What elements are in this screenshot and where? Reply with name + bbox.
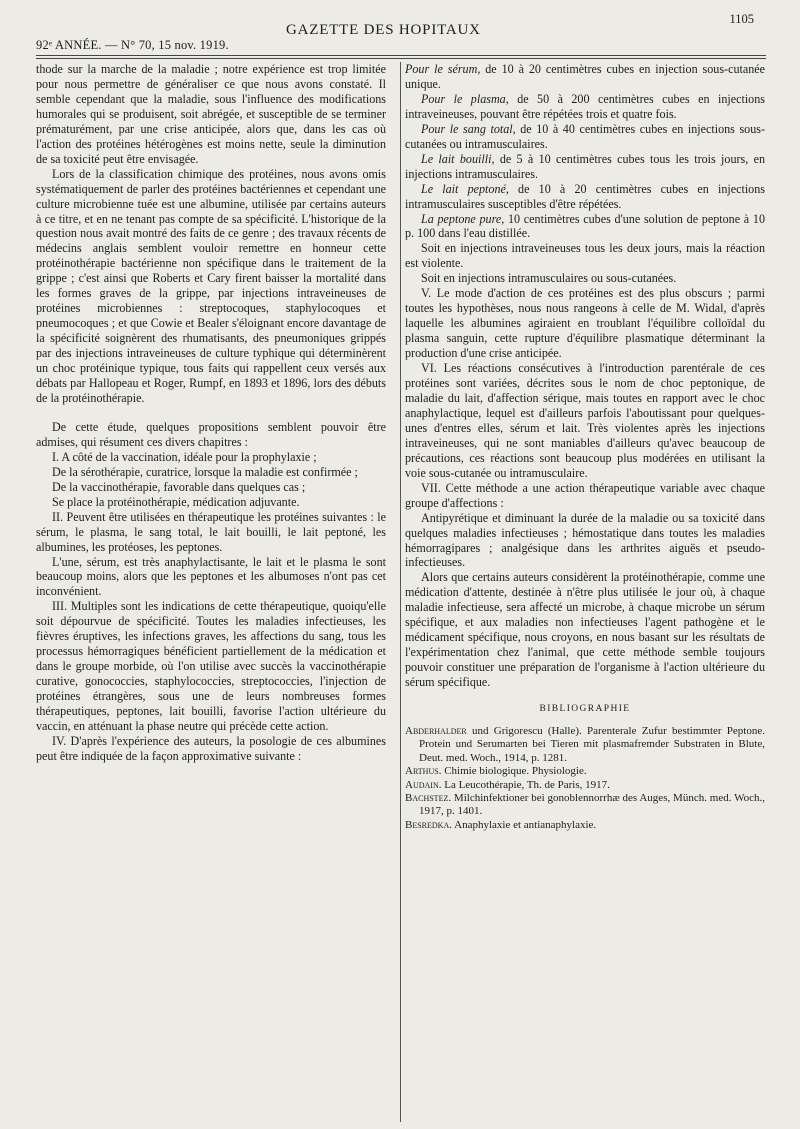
column-divider <box>400 62 401 1122</box>
bibliography-entry: Abderhalder und Grigorescu (Halle). Parenterale Zufur bestimmter Peptone. Protein und Serumarten bei Tieren mit plasmafremder Substraten in Blute, Deut. med. Woch., 1914, p. 1281. <box>405 724 765 764</box>
page-header <box>36 10 766 58</box>
bib-author: Besredka <box>405 818 450 831</box>
bib-author: Bachstez <box>405 792 449 805</box>
paragraph: I. A côté de la vaccination, idéale pour la prophylaxie ; <box>52 449 317 464</box>
paragraph: IV. D'après l'expérience des auteurs, la posologie de ces albumines peut être indiquée de la façon approximative suivante : <box>36 733 386 763</box>
dosage-label: Pour le plasma <box>421 91 506 106</box>
paragraph: Soit en injections intraveineuses tous les deux jours, mais la réaction est violente. <box>405 241 765 271</box>
paragraph: L'une, sérum, est très anaphylactisante, le lait et le plasma le sont beaucoup moins, alors que les peptones et les albumoses n'ont pas cet inconvénient. <box>36 554 386 599</box>
dosage-paragraph: Le lait bouilli, de 5 à 10 centimètres cubes tous les trois jours, en injections intramusculaires. <box>405 151 765 181</box>
paragraph: Antipyrétique et diminuant la durée de la maladie ou sa toxicité dans quelques maladies infectieuses ; hémostatique dans toutes les maladies hémorragipares ; analgésique dans les arthrites aiguës et pseudo-infectieuses. <box>405 510 765 570</box>
bibliography-entry: Arthus. Chimie biologique. Physiologie. <box>405 765 587 778</box>
dosage-paragraph: Pour le sérum, de 10 à 20 centimètres cubes en injection sous-cutanée unique. <box>405 62 765 91</box>
bibliography-entry: Audain. La Leucothérapie, Th. de Paris, 1917. <box>405 778 610 791</box>
paragraph: Soit en injections intramusculaires ou sous-cutanées. <box>421 271 677 286</box>
bib-author: Arthus <box>405 765 439 778</box>
header-rule <box>36 55 766 56</box>
paragraph: VI. Les réactions consécutives à l'introduction parentérale de ces protéines sont variées, décrites sous le nom de choc peptonique, de maladie du lait, d'affection sérique, mais toutes en rapport avec le choc anaphylactique, lequel est d'ailleurs parfois l'aboutissant pour quelques-unes d'entres elles, sérum et lait. Très violentes après les injections intraveineuses, qui ne sont maniables d'ailleurs qu'avec beaucoup de précautions, ces réactions sont beaucoup plus modérées en utilisant la voie sous-cutanée ou intramusculaire. <box>405 361 765 480</box>
dosage-paragraph: Pour le sang total, de 10 à 40 centimètres cubes en injections sous-cutanées ou intramusculaires. <box>405 121 765 151</box>
dosage-paragraph: La peptone pure, 10 centimètres cubes d'une solution de peptone à 10 p. 100 dans l'eau distillée. <box>405 211 765 241</box>
dosage-label: Le lait bouilli <box>421 151 492 166</box>
page-number: 1105 <box>729 12 754 26</box>
dosage-label: Le lait peptoné <box>421 181 506 196</box>
paragraph: De cette étude, quelques propositions semblent pouvoir être admises, qui résument ces divers chapitres : <box>36 419 386 449</box>
paragraph: thode sur la marche de la maladie ; notre expérience est trop limitée pour nous permettre de généraliser ce que nous avons constaté. Il semble cependant que la maladie, sous l'influence des modifications humorales qui se produisent, soit abrégée, et susceptible de se terminer prématurément, par une crise anticipée, alors que, dans les cas où l'action des protéines hétérogènes est moins nette, seule la diminution de sa toxicité peut être envisagée. <box>36 62 386 166</box>
bib-author: Audain <box>405 778 439 791</box>
bibliography-entry: Besredka. Anaphylaxie et antianaphylaxie. <box>405 818 597 831</box>
bib-author: Abderhalder <box>405 724 467 737</box>
paragraph: Lors de la classification chimique des protéines, nous avons omis systématiquement de parler des protéines bactériennes et cependant une culture microbienne tuée est une albumine, utilisée par certains auteurs à ce titre, et en ne tenant pas compte de sa spécificité. L'historique de la question nous avait montré des faits de ce genre ; des travaux récents de médecins anglais semblent vouloir remettre en honneur cette protéinothérapie bactérienne non spécifique dans le traitement de la grippe ; c'est ainsi que Roberts et Cary firent baisser la mortalité dans les formes graves de la grippe, par injections intraveineuses de protéines microbiennes : streptocoques, staphylocoques et pneumocoques ; et que Cowie et Bealer s'éloignant encore davantage de la spécificité soignèrent des rhumatisants, des pneumoniques grippés par des injections intraveineuses de culture typhique qui déterminèrent un choc protéinique typique, tous faits qui rappellent ceux versés aux débats par Hallopeau et Roger, Rumpf, en 1893 et 1896, lors des débuts de la protéinothérapie. <box>36 166 386 405</box>
dosage-paragraph: Pour le plasma, de 50 à 200 centimètres cubes en injections intraveineuses, pouvant être répétées trois et quatre fois. <box>405 91 765 121</box>
issue-info: 92ᵉ ANNÉE. — N° 70, 15 nov. 1919. <box>36 38 229 52</box>
paragraph: V. Le mode d'action de ces protéines est des plus obscurs ; parmi toutes les hypothèses, nous nous rangeons à celle de M. Widal, d'après laquelle les albumines agiraient en troublant l'équilibre colloïdal du plasma sanguin, cette rupture d'équilibre plasmatique déterminant la production d'une crise anticipée. <box>405 286 765 361</box>
bibliography <box>405 725 765 832</box>
left-column <box>36 62 386 764</box>
paragraph: De la vaccinothérapie, favorable dans quelques cas ; <box>52 479 306 494</box>
header-rule-double <box>36 58 766 59</box>
bibliography-title: BIBLIOGRAPHIE <box>539 704 631 715</box>
right-column <box>405 62 765 832</box>
paragraph: III. Multiples sont les indications de cette thérapeutique, quoiqu'elle soit dépourvue de spécificité. Toutes les maladies infectieuses, les fièvres éruptives, les infections graves, les affections du sang, tous les processus hémorragiques bénéficient partiellement de la médication et dans le groupe morbide, où l'on utilise avec succès la vaccinothérapie curative, gonococcies, staphylococcies, streptococcies, l'injection de protéines étrangères, sous une de leurs nombreuses formes thérapeutiques, peptones, lait bouilli, favorise l'action ultérieure du vaccin, en atténuant la phase neutre qui précède cette action. <box>36 599 386 733</box>
dosage-label: Pour le sérum <box>405 62 478 76</box>
bibliography-entry: Bachstez. Milchinfektioner bei gonoblennorrhæ des Auges, Münch. med. Woch., 1917, p. 1401. <box>405 792 765 818</box>
paragraph: Alors que certains auteurs considèrent la protéinothérapie, comme une médication d'attente, destinée à n'être plus utilisée le jour où, à chaque maladie infectieuse, sera affecté un microbe, à chaque microbe un sérum spécifique, et aux maladies non infectieuses l'agent pathogène et le médicament spécifique, nous croyons, en nous basant sur les résultats de l'expérimentation chez l'animal, que cette méthode semble toujours pouvoir constituer une préparation de l'organisme à l'action ultérieure du sérum spécifique. <box>405 570 765 690</box>
paragraph: VII. Cette méthode a une action thérapeutique variable avec chaque groupe d'affections : <box>405 480 765 510</box>
journal-title: GAZETTE DES HOPITAUX <box>286 22 481 38</box>
paragraph: Se place la protéinothérapie, médication adjuvante. <box>52 494 300 509</box>
paragraph: De la sérothérapie, curatrice, lorsque la maladie est confirmée ; <box>52 464 358 479</box>
dosage-paragraph: Le lait peptoné, de 10 à 20 centimètres cubes en injections intramusculaires susceptibles d'être répétées. <box>405 181 765 211</box>
paragraph: II. Peuvent être utilisées en thérapeutique les protéines suivantes : le sérum, le plasma, le sang total, le lait bouilli, le lait peptoné, les albumines, les protéoses, les peptones. <box>36 509 386 554</box>
dosage-label: La peptone pure <box>421 211 502 226</box>
dosage-label: Pour le sang total <box>421 121 513 136</box>
